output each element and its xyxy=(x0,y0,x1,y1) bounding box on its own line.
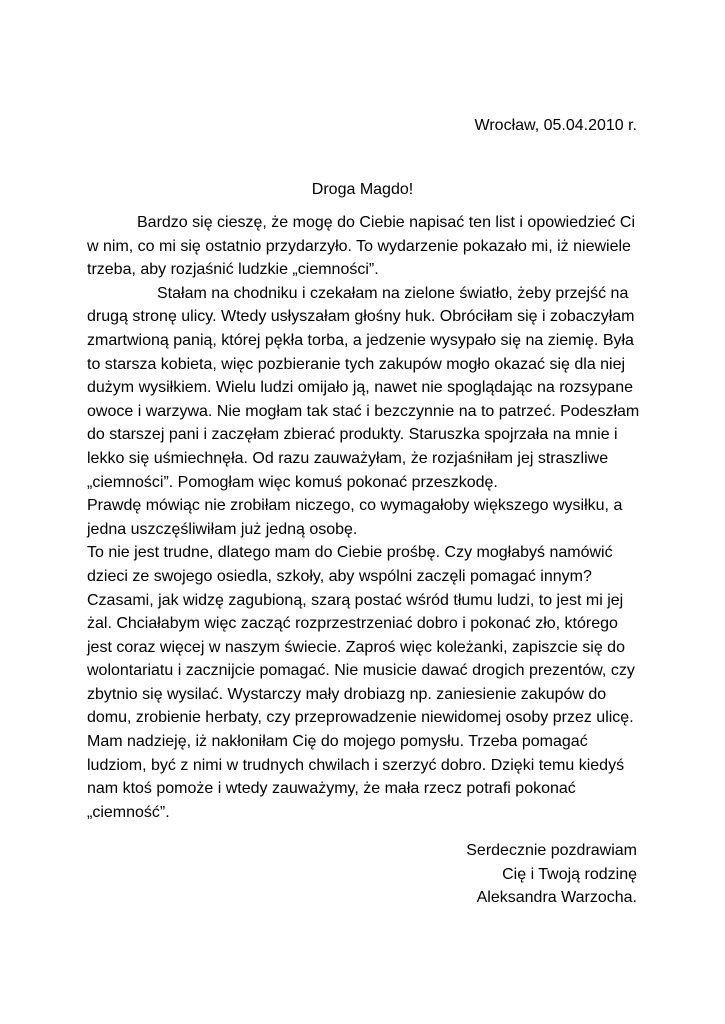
signature: Aleksandra Warzocha. xyxy=(476,889,637,907)
body-line: nam ktoś pomoże i wtedy zauważymy, że mała rzecz potrafi pokonać xyxy=(87,780,576,798)
body-line: Bardzo się cieszę, że mogę do Ciebie napisać ten list i opowiedzieć Ci xyxy=(137,214,636,231)
body-line: dzieci ze swojego osiedla, szkoły, aby wspólni zaczęli pomagać innym? xyxy=(87,567,592,585)
body-line: Prawdę mówiąc nie zrobiłam niczego, co wymagałoby większego wysiłku, a xyxy=(87,497,623,515)
body-line: Czasami, jak widzę zagubioną, szarą postać wśród tłumu ludzi, to jest mi jej xyxy=(87,591,624,609)
body-line: dużym wysiłkiem. Wielu ludzi omijało ją, nawet nie spoglądając na rozsypane xyxy=(87,379,634,397)
body-line: trzeba, aby rozjaśnić ludzkie „ciemności”. xyxy=(87,261,379,279)
body-line: „ciemność”. xyxy=(87,803,170,821)
letter-body xyxy=(87,211,638,824)
closing-line: Serdecznie pozdrawiam xyxy=(466,842,637,859)
body-line: To nie jest trudne, dlatego mam do Ciebie prośbę. Czy mogłabyś namówić xyxy=(87,544,613,562)
body-line: Stałam na chodniku i czekałam na zielone światło, żeby przejść na xyxy=(157,284,629,302)
body-line: w nim, co mi się ostatnio przydarzyło. To wydarzenie pokazało mi, iż niewiele xyxy=(87,237,631,255)
body-line: to starsza kobieta, więc pozbieranie tych zakupów mogło okazać się dla niej xyxy=(87,355,626,373)
body-line: „ciemności”. Pomogłam więc komuś pokonać przeszkodę. xyxy=(87,473,498,491)
body-line: zbytnio się wysilać. Wystarczy mały drobiazg np. zaniesienie zakupów do xyxy=(87,685,607,703)
body-line: zmartwioną panią, której pękła torba, a jedzenie wysypało się na ziemię. Była xyxy=(87,331,634,349)
letter-date: Wrocław, 05.04.2010 r. xyxy=(474,117,637,134)
letter-closing xyxy=(466,839,637,910)
body-line: drugą stronę ulicy. Wtedy usłyszałam głośny huk. Obróciłam się i zobaczyłam xyxy=(87,308,635,326)
body-line: owoce i warzywa. Nie mogłam tak stać i bezczynnie na to patrzeć. Podeszłam xyxy=(87,402,640,420)
body-line: domu, zrobienie herbaty, czy przeprowadzenie niewidomej osoby przez ulicę. xyxy=(87,709,634,727)
body-line: żal. Chciałabym więc zacząć rozprzestrzeniać dobro i pokonać zło, którego xyxy=(87,615,618,633)
body-line: lekko się uśmiechnęła. Od razu zauważyłam, że rozjaśniłam jej straszliwe xyxy=(87,449,609,467)
body-line: ludziom, być z nimi w trudnych chwilach i szerzyć dobro. Dzięki temu kiedyś xyxy=(87,756,625,774)
body-line: wolontariatu i zacznijcie pomagać. Nie musicie dawać drogich prezentów, czy xyxy=(87,662,635,680)
closing-line: Cię i Twoją rodzinę xyxy=(502,865,637,883)
body-line: do starszej pani i zaczęłam zbierać produkty. Staruszka spojrzała na mnie i xyxy=(87,426,618,444)
body-line: jest coraz więcej w naszym świecie. Zaproś więc koleżanki, zapiszcie się do xyxy=(87,638,625,656)
body-line: jedna uszczęśliwiłam już jedną osobę. xyxy=(87,520,358,538)
body-line: Mam nadzieję, iż nakłoniłam Cię do mojego pomysłu. Trzeba pomagać xyxy=(87,733,588,751)
letter-greeting: Droga Magdo! xyxy=(311,181,414,198)
